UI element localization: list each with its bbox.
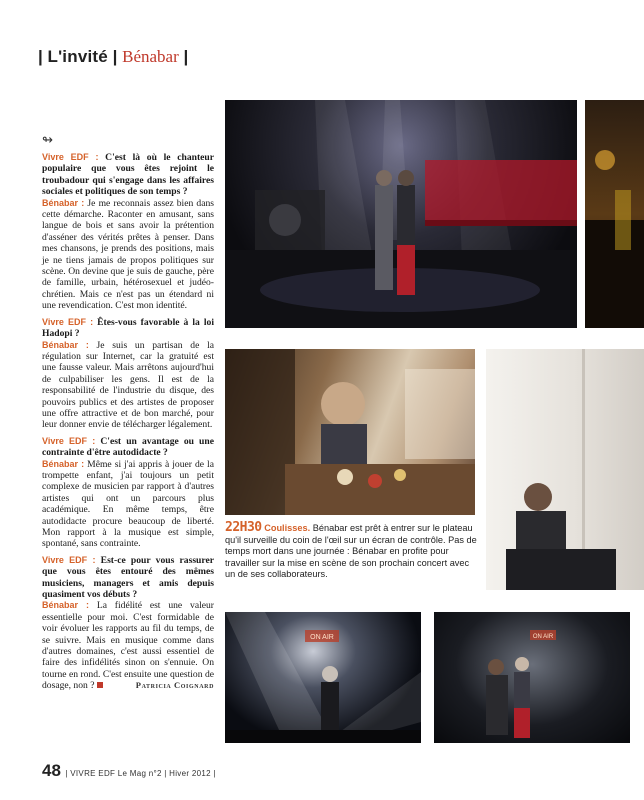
stage-crowd-photo <box>585 100 644 328</box>
qa-block <box>42 317 214 431</box>
on-air-sign: ON AIR <box>310 634 334 641</box>
section-title: L'invité <box>47 47 108 66</box>
on-air-sign: ON AIR <box>532 634 554 640</box>
end-of-article-mark <box>97 682 103 688</box>
question-label: Vivre EDF : <box>42 554 96 565</box>
question-text: C'est là où le chanteur populaire que vous êtes rejoint le troubadour qui s'engage dans les affaires sociales et politiques de son temps ? <box>42 152 215 198</box>
qa-block <box>42 152 214 312</box>
answer-label: Bénabar : <box>42 458 85 469</box>
on-air-stage-illustration <box>434 612 630 743</box>
question-label: Vivre EDF : <box>42 152 99 162</box>
on-air-spotlight-photo <box>225 612 421 743</box>
answer-text: Je me reconnais assez bien dans cette démarche. Raconter en amusant, sans langue de bois et sans avoir la prétention d'asséner des vérités prêtes à penser. Dans mes chansons, je prends des positions, mais je ne tiens jamais de propos politiques sur scène. On devine que je suis de gauche, père de famille, urbain, hétérosexuel et judéo-chrétien. Mais ce n'est pas un étendard ni une revendication. C'est mon identité. <box>42 197 214 312</box>
caption-text: Bénabar est prêt à entrer sur le plateau qu'il surveille du coin de l'œil sur un écran de contrôle. Pas de temps mort dans une journée : Bénabar en profite pour travailler sur la mise en scène de son prochain concert avec un de ses collaborateurs. <box>225 523 477 579</box>
question-label: Vivre EDF : <box>42 435 96 446</box>
guest-name: Bénabar <box>122 47 179 66</box>
author-signature: Patricia Coignard <box>135 680 214 691</box>
section-header: | L'invité | Bénabar | <box>38 47 189 66</box>
office-work-illustration <box>486 349 644 590</box>
qa-block <box>42 436 214 550</box>
on-air-stage-photo <box>434 612 630 743</box>
answer-text: Même si j'ai appris à jouer de la trompette enfant, j'ai toujours un petit complexe de musicien par rapport à d'autres artistes qui ont un parcours plus académique. En même temps, être autodidacte procure beaucoup de liberté. Mon rapport à la musique est simple, spontané, sans contrainte. <box>42 458 214 550</box>
answer-text: Je suis un partisan de la régulation sur Internet, car la gratuité est une fausse valeur. Mais arrêtons aujourd'hui de culpabiliser les gens. Il est de la responsabilité de l'industrie du disque, des pouvoirs publics et des artistes de proposer une offre attractive et de bon marché, pour leur donner envie de télécharger légalement. <box>42 339 214 431</box>
page-number: 48 <box>42 761 61 780</box>
on-air-spotlight-illustration <box>225 612 421 743</box>
question-text: Êtes-vous favorable à la loi Hadopi ? <box>42 316 214 340</box>
answer-text: La fidélité est une valeur essentielle pour moi. C'est formidable de voir évoluer les rapports au fil du temps, de se suivre. Mais en musique comme dans d'autres domaines, c'est aussi essentiel de faire des infidélités sinon on s'ennuie. On tourne en rond. C'est ensuite une question de dosage, non ? <box>42 600 214 692</box>
magazine-issue: | VIVRE EDF Le Mag n°2 | Hiver 2012 | <box>65 769 216 778</box>
office-work-photo <box>486 349 644 590</box>
question-label: Vivre EDF : <box>42 316 94 327</box>
makeup-room-illustration <box>225 349 475 515</box>
question-text: C'est un avantage ou une contrainte d'être autodidacte ? <box>42 435 214 459</box>
stage-rehearsal-photo <box>225 100 577 328</box>
qa-block <box>42 555 214 692</box>
question-text: Est-ce pour vous rassurer que vous êtes entouré des mêmes musiciens, managers et amis depuis quasiment vos débuts ? <box>42 554 214 601</box>
page-footer <box>42 761 216 781</box>
continue-arrow-icon: ↬ <box>42 133 53 148</box>
caption-place: Coulisses. <box>264 523 311 533</box>
answer-label: Bénabar : <box>42 197 85 208</box>
stage-crowd-illustration <box>585 100 644 328</box>
interview-column <box>42 152 214 697</box>
stage-rehearsal-illustration <box>225 100 577 328</box>
answer-label: Bénabar : <box>42 600 89 611</box>
photo-caption <box>225 522 480 581</box>
answer-label: Bénabar : <box>42 339 89 350</box>
makeup-room-photo <box>225 349 475 515</box>
caption-time: 22H30 <box>225 520 262 535</box>
